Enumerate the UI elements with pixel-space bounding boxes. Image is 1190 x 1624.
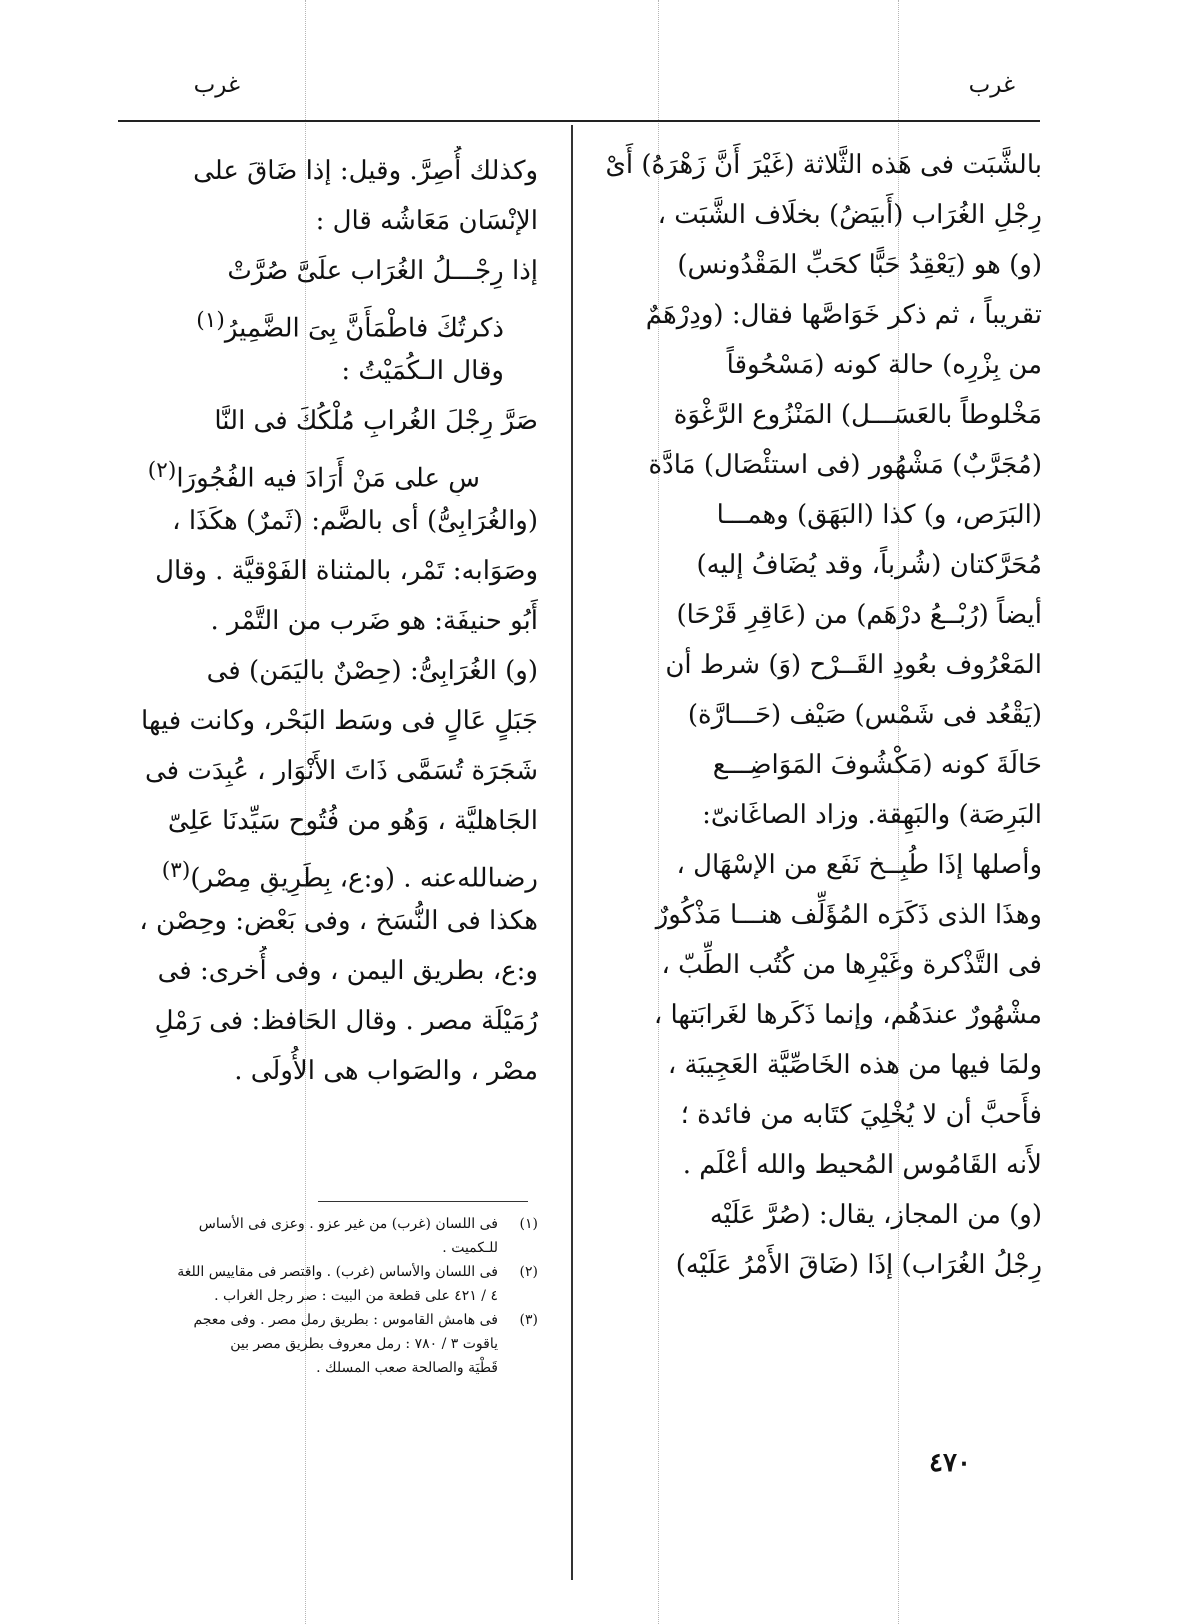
right-column (592, 140, 1042, 1290)
text-line: و:ع، بطريق اليمن ، وفى أُخرى: فى (157, 956, 538, 986)
text-line: مصْر ، والصَواب هى الأُولَى . (234, 1056, 538, 1086)
line-text: رضىالله‌عنه . (و:ع، بِطَرِيقِ مِصْر) (190, 863, 538, 894)
verse-hemistich: صَرَّ رِجْلَ الغُرابِ مُلْكُكَ فى النَّا (214, 406, 538, 436)
column-divider (571, 125, 573, 1580)
text-line: فأَحبَّ أن لا يُخْلِيَ كتَابه من فائدة ؛ (680, 1100, 1042, 1130)
text-line: الإنْسَان مَعَاشُه قال : (315, 206, 538, 236)
running-header-left: غرب (193, 72, 240, 98)
text-line: الجَاهليَّة ، وَهُو من فُتُوح سَيِّدنَا عَلِىّ (167, 806, 538, 836)
footnote-ref: (٢) (147, 458, 177, 483)
footnote-line: فى هامش القاموس : بطريق رمل مصر . وفى معجم (193, 1312, 498, 1328)
verse-text: سِ على مَنْ أَرَادَ فيه الفُجُورَا (176, 463, 480, 494)
footnote (118, 1212, 538, 1260)
text-line: مشْهُورٌ عندَهُم، وإنما ذَكَرها لغَرابَتها ، (653, 1000, 1042, 1030)
text-line: (يَقْعُد فى شَمْس) صَيْف (حَـــارَّة) (687, 700, 1042, 730)
text-line: شَجَرَة تُسَمَّى ذَاتَ الأَنْوَار ، عُبِدَت فى (144, 756, 538, 786)
text-line: وأصلها إذَا طُبِــخ نَفَع من الإسْهَال ، (676, 850, 1042, 880)
footnote-ref: (١) (196, 308, 225, 333)
text-line: أيضاً (رُبْــعُ درْهَم) من (عَاقِرِ قَرْحَا) (676, 600, 1042, 630)
text-line: البَرِصَة) والبَهِقة. وزاد الصاغَانىّ: (702, 800, 1042, 830)
text-line: المَعْرُوف بعُودِ القَــرْح (وَ) شرط أن (665, 650, 1042, 680)
footnote-line: قَطْيَة والصالحة صعب المسلك . (316, 1360, 498, 1376)
verse-text: ذكرتُكَ فاطْمَأَنَّ بِىَ الضَّمِيرُ (224, 313, 504, 344)
text-line: لأَنه القَامُوس المُحيط والله أعْلَم . (682, 1150, 1042, 1180)
text-line: رِجْلِ الغُرَاب (أَبيَضُ) بخلَاف الشَّبَت ، (657, 200, 1042, 230)
left-column (118, 146, 538, 1096)
text-line: من بِزْرِه) حالة كونه (مَسْحُوقاً (726, 350, 1042, 380)
text-line: رُمَيْلَة مصر . وقال الحَافظ: فى رَمْلِ (154, 1006, 538, 1036)
text-line: مُحَرَّكتان (شُرباً، وقد يُضَافُ إليه) (696, 550, 1042, 580)
footnote-number: (٣) (519, 1312, 538, 1328)
verse-hemistich (118, 446, 538, 496)
text-line: (و) هو (يَعْقِدُ حَبًّا كحَبِّ المَقْدُونس) (677, 250, 1042, 280)
footnote-line: فى اللسان (غرب) من غير عزو . وعزى فى الأساس (198, 1216, 498, 1232)
text-line: ولمَا فيها من هذه الخَاصِّيَّة العَجِيبَة ، (667, 1050, 1042, 1080)
text-line: (والغُرَابِىُّ) أى بالضَّم: (ثَمرٌ) هكَذَا ، (172, 506, 538, 536)
footnote-rule (318, 1201, 528, 1202)
text-line: (و) من المجاز، يقال: (صُرَّ عَلَيْه (709, 1200, 1042, 1230)
footnote-number: (١) (519, 1216, 538, 1232)
running-header-right: غرب (968, 72, 1015, 98)
footnote-line: للـكميت . (442, 1240, 498, 1256)
text-line: جَبَلٍ عَالٍ فى وسَط البَحْر، وكانت فيها (141, 706, 538, 736)
text-line: وهذَا الذى ذَكَرَه المُؤَلِّف هنـــا مَذْكُورٌ (655, 900, 1042, 930)
header-rule (118, 120, 1040, 122)
footnote-ref: (٣) (161, 858, 191, 883)
text-line: بالشَّبَت فى هَذه الثَّلاثة (غَيْرَ أَنَّ زَهْرَهُ) أَىْ (605, 150, 1042, 180)
footnote-line: ياقوت ٣ / ٧٨٠ : رمل معروف بطريق مصر بين (230, 1336, 498, 1352)
footnote (118, 1260, 538, 1308)
text-line: مَخْلوطاً بالعَسَـــل) المَنْزُوع الرَّغْوَة (673, 400, 1042, 430)
text-line: رِجْلُ الغُرَاب) إذَا (ضَاقَ الأَمْرُ عَلَيْه) (675, 1250, 1042, 1280)
text-line: وقال الـكُمَيْتُ : (341, 356, 504, 386)
text-line (118, 846, 538, 896)
footnote (118, 1308, 538, 1380)
text-line: فى التَّذْكرة وغَيْرِها من كُتُب الطِّبّ ، (661, 950, 1042, 980)
text-line: (مُجَرَّبٌ) مَشْهُور (فى استئْصَال) مَادَّة (648, 450, 1042, 480)
footnote-line: فى اللسان والأساس (غرب) . واقتصر فى مقاييس اللغة (177, 1264, 498, 1280)
verse-hemistich (118, 296, 538, 346)
footnote-number: (٢) (519, 1264, 538, 1280)
footnotes (118, 1212, 538, 1380)
text-line: (البَرَص، و) كذا (البَهَق) وهمـــا (716, 500, 1042, 530)
text-line: وصَوَابه: تَمْر، بالمثناة الفَوْقيَّة . وقال (155, 556, 538, 586)
text-line: (و) الغُرَابِىُّ: (حِصْنٌ باليَمَن) فى (206, 656, 538, 686)
footnote-line: ٤ / ٤٢١ على قطعة من البيت : صر رجل الغراب . (214, 1288, 498, 1304)
text-line: تقريباً ، ثم ذكر خَوَاصَّها فقال: (ودِرْهَمٌ (645, 300, 1042, 330)
text-line: وكذلك أُصِرَّ. وقيل: إذا ضَاقَ على (193, 156, 538, 186)
text-line: هكذا فى النُّسَخ ، وفى بَعْض: وحِصْن ، (139, 906, 538, 936)
page-number: ٤٧٠ (929, 1448, 971, 1478)
verse-hemistich: إذا رِجْـــلُ الغُرَاب علَىَّ صُرَّتْ (227, 256, 538, 286)
text-line: حَالَةَ كونه (مَكْشُوفَ المَوَاضِـــع (712, 750, 1042, 780)
text-line: أَبُو حنيفَة: هو ضَرب من التَّمْر . (210, 606, 538, 636)
